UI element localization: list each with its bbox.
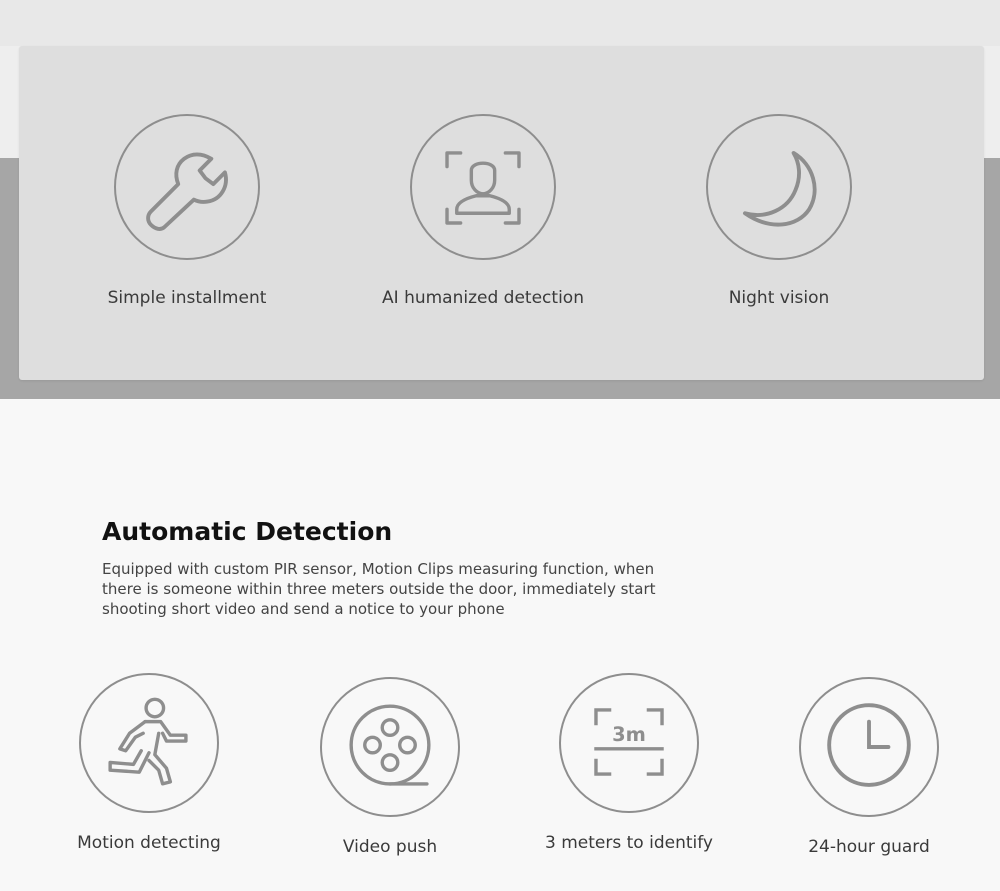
feature-24-hour-guard bbox=[759, 677, 979, 857]
distance-scan-icon bbox=[561, 675, 697, 811]
feature-circle bbox=[114, 114, 260, 260]
feature-label: 24-hour guard bbox=[808, 837, 930, 857]
feature-ai-detection bbox=[333, 114, 633, 308]
feature-night-vision bbox=[629, 114, 929, 308]
feature-3-meters bbox=[519, 673, 739, 853]
feature-circle bbox=[706, 114, 852, 260]
feature-label: Simple installment bbox=[107, 288, 267, 308]
feature-motion-detecting bbox=[39, 673, 259, 853]
face-scan-icon bbox=[412, 116, 554, 258]
feature-label: AI humanized detection bbox=[382, 288, 584, 308]
feature-card bbox=[19, 46, 984, 380]
feature-video-push bbox=[280, 677, 500, 857]
feature-label: Video push bbox=[342, 837, 438, 857]
feature-label: Night vision bbox=[728, 288, 830, 308]
wrench-icon bbox=[116, 116, 258, 258]
section-description: Equipped with custom PIR sensor, Motion Clips measuring function, when there is someone within three meters outside the door, immediately start shooting short video and send a notice to your phone bbox=[102, 560, 656, 618]
top-band bbox=[0, 0, 1000, 46]
distance-text: 3m bbox=[612, 723, 646, 747]
section-title: Automatic Detection bbox=[102, 517, 393, 546]
feature-circle bbox=[799, 677, 939, 817]
running-person-icon bbox=[81, 675, 217, 811]
film-reel-icon bbox=[322, 679, 458, 815]
feature-simple-installment bbox=[37, 114, 337, 308]
feature-circle bbox=[79, 673, 219, 813]
moon-icon bbox=[708, 116, 850, 258]
feature-label: Motion detecting bbox=[77, 833, 221, 853]
feature-circle bbox=[410, 114, 556, 260]
feature-circle bbox=[559, 673, 699, 813]
feature-circle bbox=[320, 677, 460, 817]
clock-icon bbox=[801, 679, 937, 815]
feature-label: 3 meters to identify bbox=[545, 833, 713, 853]
